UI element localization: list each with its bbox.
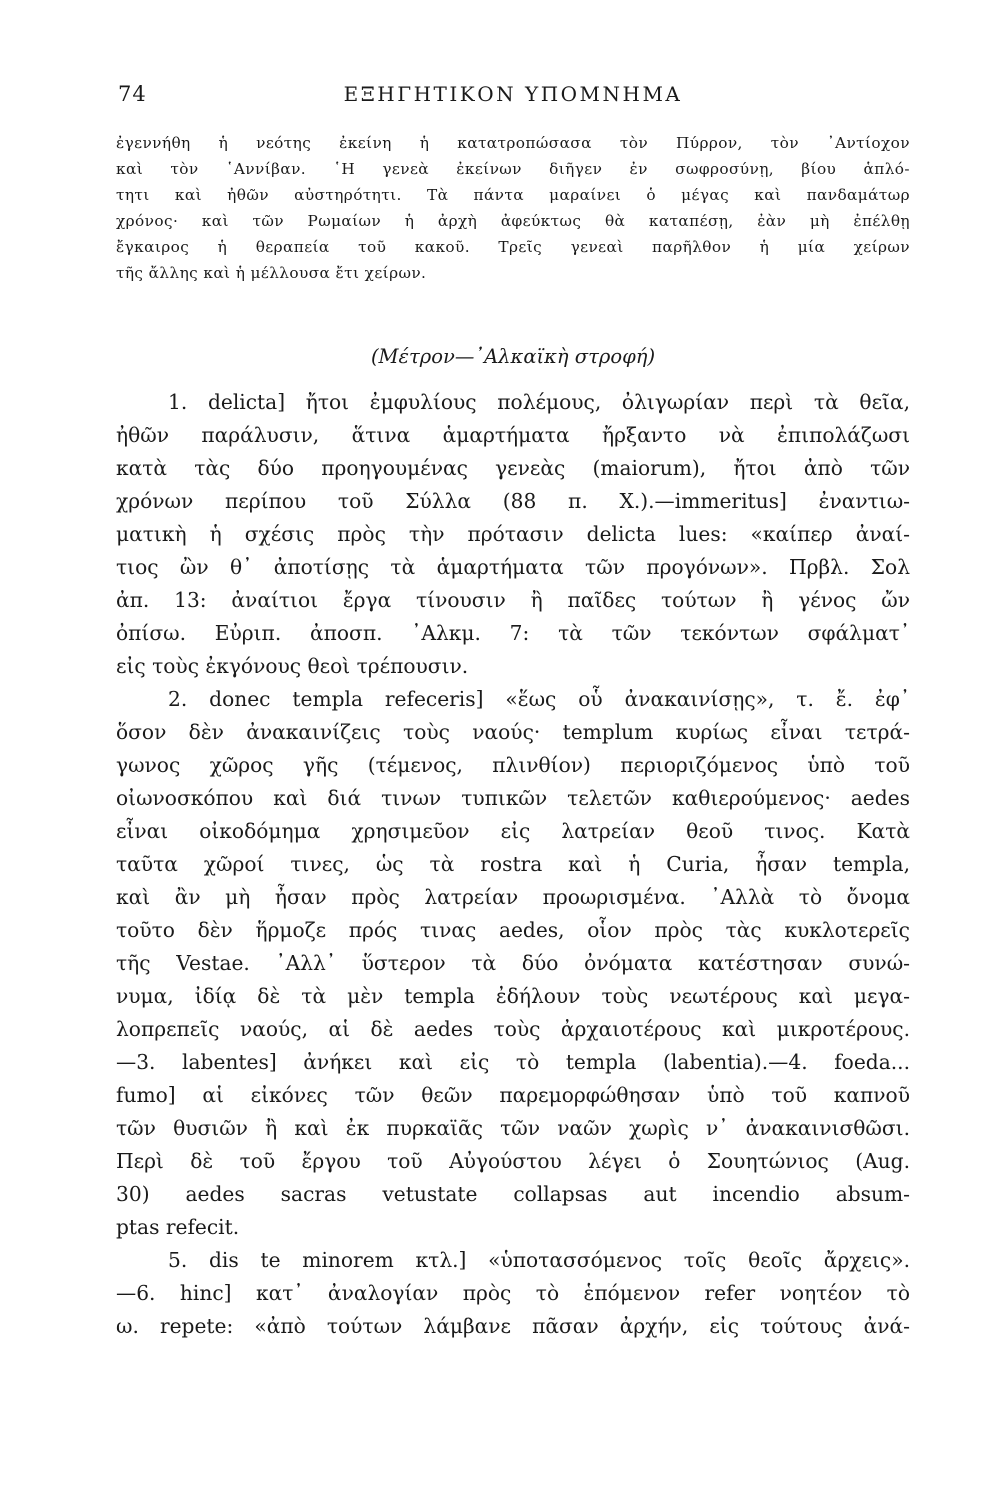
- text-line: καὶ ἂν μὴ ἦσαν πρὸς λατρείαν προωρισμένα. ᾿Αλλὰ τὸ ὄνομα: [116, 885, 910, 909]
- text-line: χρόνων περίπου τοῦ Σύλλα (88 π. Χ.).—immeritus] ἐναντιω-: [116, 489, 910, 513]
- text-line: γωνος χῶρος γῆς (τέμενος, πλινθίον) περιοριζόμενος ὑπὸ τοῦ: [116, 753, 910, 777]
- text-line: νυμα, ἰδίᾳ δὲ τὰ μὲν templa ἐδήλουν τοὺς νεωτέρους καὶ μεγα-: [116, 984, 910, 1008]
- text-line: 1. delicta] ἤτοι ἐμφυλίους πολέμους, ὀλιγωρίαν περὶ τὰ θεῖα,: [168, 390, 910, 414]
- text-line: Περὶ δὲ τοῦ ἔργου τοῦ Αὐγούστου λέγει ὁ Σουητώνιος (Aug.: [116, 1149, 910, 1173]
- text-line: ἠθῶν παράλυσιν, ἅτινα ἁμαρτήματα ἤρξαντο νὰ ἐπιπολάζωσι: [116, 423, 910, 447]
- text-line: τοῦτο δὲν ἥρμοζε πρός τινας aedes, οἷον πρὸς τὰς κυκλοτερεῖς: [116, 918, 910, 942]
- text-line: 5. dis te minorem κτλ.] «ὑποτασσόμενος τοῖς θεοῖς ἄρχεις».: [168, 1248, 910, 1272]
- text-line: 2. donec templa refeceris] «ἕως οὗ ἀνακαινίσῃς», τ. ἔ. ἐφ᾿: [168, 687, 910, 711]
- text-line: —6. hinc] κατ᾿ ἀναλογίαν πρὸς τὸ ἑπόμενον refer νοητέον τὸ: [116, 1281, 910, 1305]
- text-line: ἔγκαιρος ἡ θεραπεία τοῦ κακοῦ. Τρεῖς γενεαὶ παρῆλθον ἡ μία χείρων: [116, 238, 910, 256]
- text-line: τῶν θυσιῶν ἢ καὶ ἐκ πυρκαϊᾶς τῶν ναῶν χωρὶς ν᾿ ἀνακαινισθῶσι.: [116, 1116, 910, 1140]
- text-line: ὅσον δὲν ἀνακαινίζεις τοὺς ναούς· templum κυρίως εἶναι τετρά-: [116, 720, 910, 744]
- text-line: τητι καὶ ἠθῶν αὐστηρότητι. Τὰ πάντα μαραίνει ὁ μέγας καὶ πανδαμάτωρ: [116, 186, 910, 204]
- running-header: [118, 82, 908, 112]
- text-line: κατὰ τὰς δύο προηγουμένας γενεὰς (maiorum), ἤτοι ἀπὸ τῶν: [116, 456, 910, 480]
- text-line: τῆς Vestae. ᾿Αλλ᾿ ὕστερον τὰ δύο ὀνόματα κατέστησαν συνώ-: [116, 951, 910, 975]
- text-line: εἰς τοὺς ἐκγόνους θεοὶ τρέπουσιν.: [116, 654, 469, 678]
- text-line: —3. labentes] ἀνήκει καὶ εἰς τὸ templa (labentia).—4. foeda...: [116, 1050, 910, 1074]
- running-title: ΕΞΗΓΗΤΙΚΟΝ ΥΠΟΜΝΗΜΑ: [343, 82, 683, 106]
- text-line: τῆς ἄλλης καὶ ἡ μέλλουσα ἔτι χείρων.: [116, 264, 427, 282]
- text-line: fumo] αἱ εἰκόνες τῶν θεῶν παρεμορφώθησαν ὑπὸ τοῦ καπνοῦ: [116, 1083, 910, 1107]
- text-line: ptas refecit.: [116, 1215, 240, 1239]
- text-line: οἰωνοσκόπου καὶ διά τινων τυπικῶν τελετῶν καθιερούμενος· aedes: [116, 786, 910, 810]
- text-line: ματικὴ ἡ σχέσις πρὸς τὴν πρότασιν delicta lues: «καίπερ ἀναί-: [116, 522, 910, 546]
- text-line: χρόνος· καὶ τῶν Ρωμαίων ἡ ἀρχὴ ἀφεύκτως θὰ καταπέσῃ, ἐὰν μὴ ἐπέλθῃ: [116, 212, 910, 230]
- text-line: ὀπίσω. Εὐριπ. ἀποσπ. ᾿Αλκμ. 7: τὰ τῶν τεκόντων σφάλματ᾿: [116, 621, 910, 645]
- text-line: ω. repete: «ἀπὸ τούτων λάμβανε πᾶσαν ἀρχήν, εἰς τούτους ἀνά-: [116, 1314, 910, 1338]
- text-line: λοπρεπεῖς ναούς, αἱ δὲ aedes τοὺς ἀρχαιοτέρους καὶ μικροτέρους.: [116, 1017, 910, 1041]
- text-line: εἶναι οἰκοδόμημα χρησιμεῦον εἰς λατρείαν θεοῦ τινος. Κατὰ: [116, 819, 910, 843]
- page-number: 74: [118, 82, 147, 106]
- text-line: τιος ὢν θ᾿ ἀποτίσῃς τὰ ἁμαρτήματα τῶν προγόνων». Πρβλ. Σολ: [116, 555, 910, 579]
- text-line: ἐγεννήθη ἡ νεότης ἐκείνη ἡ κατατροπώσασα τὸν Πύρρον, τὸν ᾿Αντίοχον: [116, 134, 910, 152]
- text-line: καὶ τὸν ῾Αννίβαν. ῾Η γενεὰ ἐκείνων διῆγεν ἐν σωφροσύνῃ, βίου ἁπλό-: [116, 160, 910, 178]
- text-line: 30) aedes sacras vetustate collapsas aut incendio absum-: [116, 1182, 910, 1206]
- text-line: ἀπ. 13: ἀναίτιοι ἔργα τίνουσιν ἢ παῖδες τούτων ἢ γένος ὤν: [116, 588, 910, 612]
- meter-heading: (Μέτρον—᾿Αλκαϊκὴ στροφή): [370, 345, 656, 368]
- text-line: ταῦτα χῶροί τινες, ὡς τὰ rostra καὶ ἡ Curia, ἦσαν templa,: [116, 852, 910, 876]
